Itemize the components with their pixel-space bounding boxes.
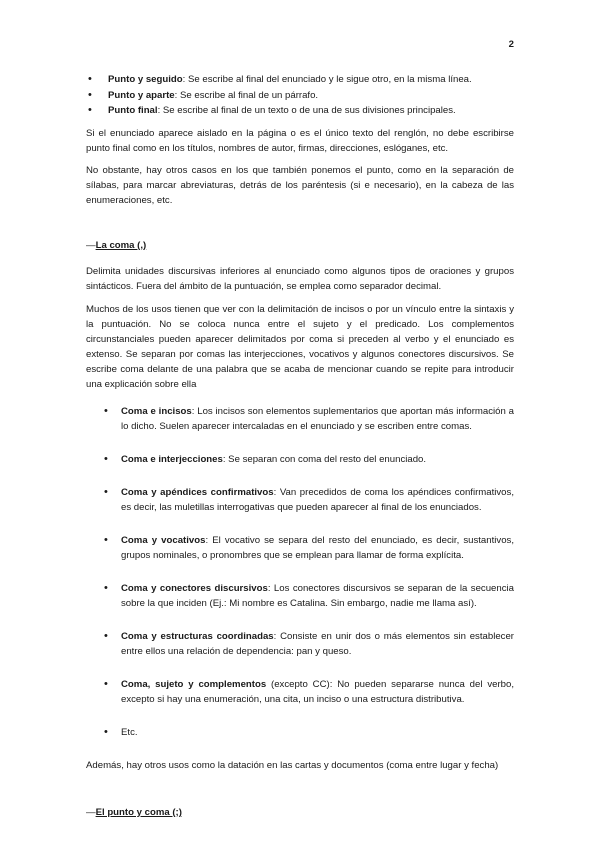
list-item	[86, 88, 514, 104]
paragraph-coma-definicion: Delimita unidades discursivas inferiores al enunciado como algunos tipos de oraciones y grupos sintácticos. Fuera del ámbito de la puntuación, se emplea como separador decimal.	[86, 265, 514, 292]
list-item	[86, 103, 514, 119]
list-item-text: : Se escribe al final de un texto o de una de sus divisiones principales.	[157, 105, 456, 116]
heading-dash: —	[86, 239, 96, 251]
list-item	[86, 72, 514, 88]
list-item-term: Coma y apéndices confirmativos	[121, 486, 274, 498]
page-number: 2	[508, 39, 514, 50]
paragraph-coma-usos: Muchos de los usos tienen que ver con la delimitación de incisos o por un vínculo entre la sintaxis y la puntuación. No se coloca nunca entre el sujeto y el predicado. Los complementos circunstanciales pueden aparecer delimitados por coma si preceden al verbo y el enunciado es extenso. Se separan por comas las interjecciones, vocativos y algunos conectores discursivos. Se escribe coma delante de una palabra que se acaba de mencionar cuando se repite para introducir una explicación sobre ella	[86, 303, 514, 390]
coma-uses-list	[86, 404, 514, 740]
paragraph-aislado: Si el enunciado aparece aislado en la página o es el único texto del renglón, no debe escribirse punto final como en los títulos, nombres de autor, firmas, direcciones, eslóganes, etc.	[86, 127, 514, 154]
list-item-term: Coma y vocativos	[121, 534, 206, 546]
list-item	[86, 725, 514, 740]
list-item	[86, 629, 514, 659]
punto-types-list	[86, 72, 514, 119]
document-body	[86, 72, 514, 820]
list-item-text: : Los conectores discursivos se separan de la secuencia sobre la que inciden (Ej.: Mi nombre es Catalina. Sin embargo, nadie me llama así).	[121, 582, 514, 609]
heading-title: La coma (,)	[95, 239, 147, 251]
list-item	[86, 452, 514, 467]
list-item	[86, 404, 514, 434]
list-item-term: Punto final	[108, 105, 158, 116]
list-item-term: Coma y estructuras coordinadas	[121, 630, 274, 642]
list-item-term: Coma, sujeto y complementos	[121, 678, 267, 690]
section-heading-punto-y-coma	[86, 805, 514, 820]
list-item-term: Coma e interjecciones	[121, 453, 223, 465]
list-item-text: : Van precedidos de coma los apéndices confirmativos, es decir, las muletillas interrogativas que pueden aparecer al final de los enunciados.	[121, 486, 514, 513]
paragraph-otros-casos: No obstante, hay otros casos en los que también ponemos el punto, como en la separación de sílabas, para marcar abreviaturas, detrás de los paréntesis (si e necesario), en la cabeza de las enumeraciones, etc.	[86, 164, 514, 206]
list-item	[86, 581, 514, 611]
section-heading-coma	[86, 238, 514, 253]
list-item	[86, 533, 514, 563]
list-item-text: : Se separan con coma del resto del enunciado.	[222, 453, 427, 465]
list-item-text: Etc.	[121, 726, 138, 738]
list-item-term: Punto y aparte	[108, 89, 175, 101]
paragraph-datacion: Además, hay otros usos como la datación en las cartas y documentos (coma entre lugar y fecha)	[86, 759, 499, 771]
list-item-text: : El vocativo se separa del resto del enunciado, es decir, sustantivos, grupos nominales, o pronombres que se emplean para llamar de forma explícita.	[121, 534, 514, 561]
heading-title: El punto y coma (;)	[95, 806, 182, 818]
list-item-text: : Se escribe al final del enunciado y le sigue otro, en la misma línea.	[182, 74, 472, 85]
heading-dash: —	[86, 806, 96, 818]
list-item-text: : Los incisos son elementos suplementarios que aportan más información a lo dicho. Suelen aparecer intercaladas en el enunciado y se escriben entre comas.	[121, 405, 514, 432]
list-item-text: : Consiste en unir dos o más elementos sin establecer entre ellos una relación de dependencia: pan y queso.	[121, 630, 514, 657]
list-item-term: Punto y seguido	[108, 74, 183, 85]
list-item	[86, 677, 514, 707]
list-item-term: Coma y conectores discursivos	[121, 582, 268, 594]
list-item-text: (excepto CC): No pueden separarse nunca del verbo, excepto si hay una enumeración, una cita, un inciso o una estructura distributiva.	[121, 678, 514, 705]
list-item-text: : Se escribe al final de un párrafo.	[174, 89, 319, 101]
list-item-term: Coma e incisos	[121, 405, 192, 417]
list-item	[86, 485, 514, 515]
